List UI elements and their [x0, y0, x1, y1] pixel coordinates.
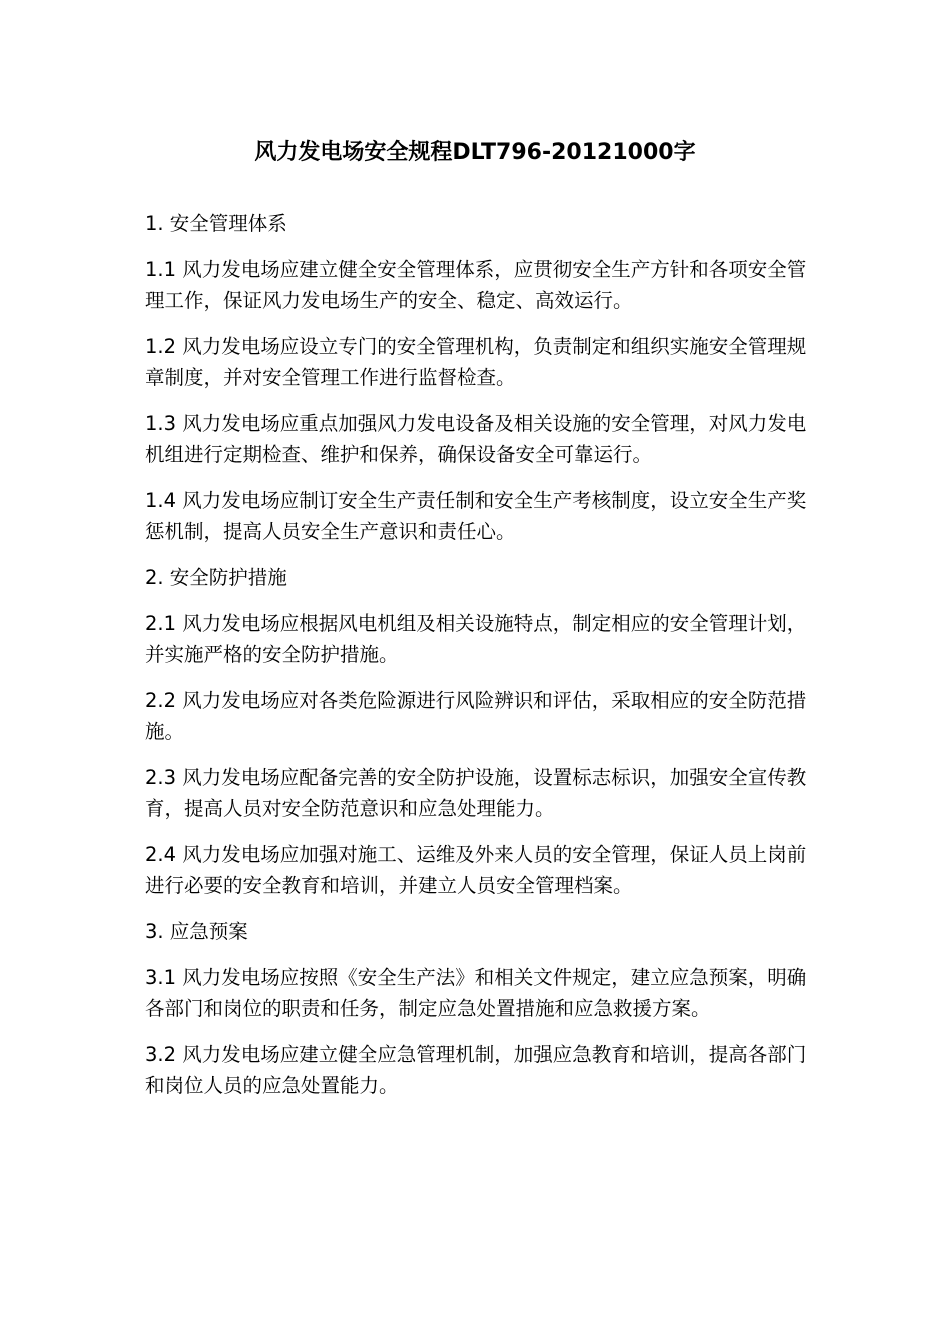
paragraph-2-1: 2.1 风力发电场应根据风电机组及相关设施特点，制定相应的安全管理计划，并实施严格的安全防护措施。 [145, 612, 807, 666]
paragraph-2-4: 2.4 风力发电场应加强对施工、运维及外来人员的安全管理，保证人员上岗前进行必要的安全教育和培训，并建立人员安全管理档案。 [145, 843, 807, 897]
paragraph-1-1: 1.1 风力发电场应建立健全安全管理体系，应贯彻安全生产方针和各项安全管理工作，保证风力发电场生产的安全、稳定、高效运行。 [145, 258, 807, 312]
paragraph-2-3: 2.3 风力发电场应配备完善的安全防护设施，设置标志标识，加强安全宣传教育，提高人员对安全防范意识和应急处理能力。 [145, 766, 807, 820]
paragraph-3-2: 3.2 风力发电场应建立健全应急管理机制，加强应急教育和培训，提高各部门和岗位人员的应急处置能力。 [145, 1043, 807, 1097]
section-heading-2: 2. 安全防护措施 [145, 566, 287, 589]
document-body [145, 208, 813, 1116]
paragraph-1-4: 1.4 风力发电场应制订安全生产责任制和安全生产考核制度，设立安全生产奖惩机制，提高人员安全生产意识和责任心。 [145, 489, 807, 543]
section-heading-3: 3. 应急预案 [145, 920, 248, 943]
document-title: 风力发电场安全规程DLT796-20121000字 [254, 140, 696, 165]
paragraph-3-1: 3.1 风力发电场应按照《安全生产法》和相关文件规定，建立应急预案，明确各部门和岗位的职责和任务，制定应急处置措施和应急救援方案。 [145, 966, 807, 1020]
section-heading-1: 1. 安全管理体系 [145, 212, 287, 235]
paragraph-1-2: 1.2 风力发电场应设立专门的安全管理机构，负责制定和组织实施安全管理规章制度，并对安全管理工作进行监督检查。 [145, 335, 807, 389]
paragraph-1-3: 1.3 风力发电场应重点加强风力发电设备及相关设施的安全管理，对风力发电机组进行定期检查、维护和保养，确保设备安全可靠运行。 [145, 412, 807, 466]
paragraph-2-2: 2.2 风力发电场应对各类危险源进行风险辨识和评估，采取相应的安全防范措施。 [145, 689, 807, 743]
